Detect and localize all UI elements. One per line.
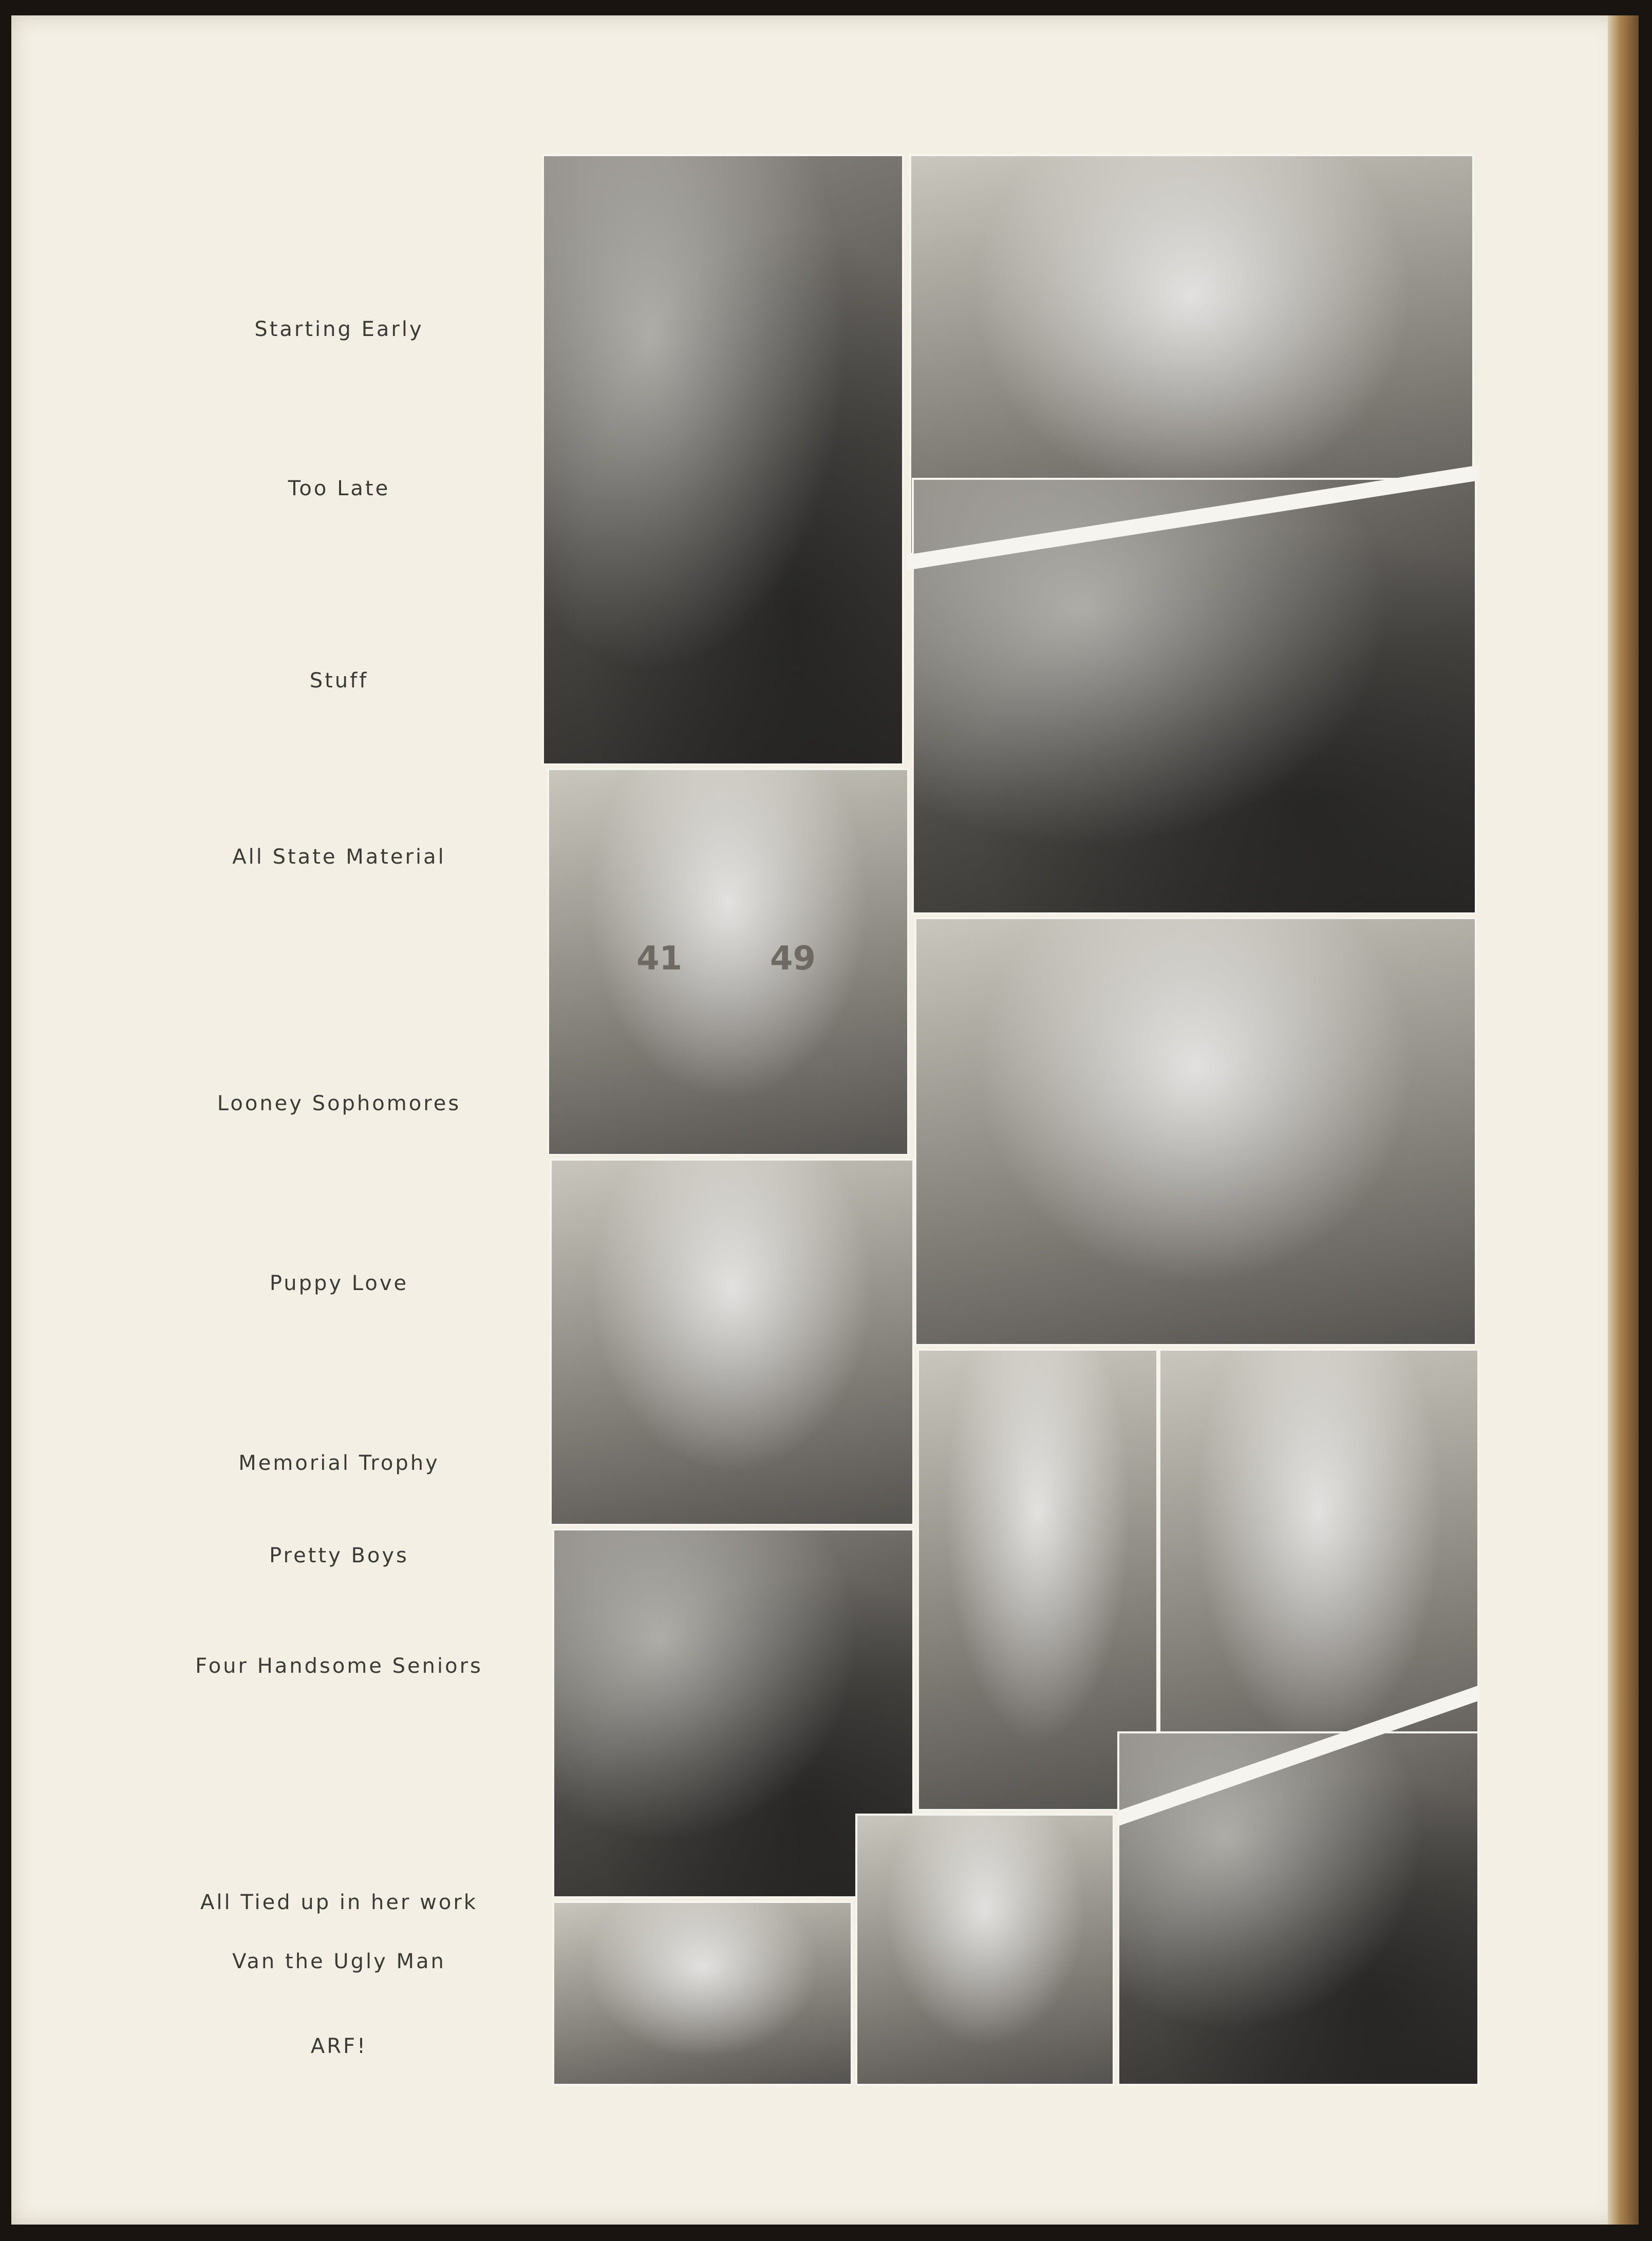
caption-all-tied-up: All Tied up in her work bbox=[200, 1891, 478, 1914]
caption-van-the-ugly-man: Van the Ugly Man bbox=[232, 1950, 446, 1973]
caption-starting-early: Starting Early bbox=[254, 318, 424, 341]
caption-all-state-material: All State Material bbox=[232, 845, 446, 869]
caption-too-late: Too Late bbox=[288, 477, 390, 500]
caption-looney-sophomores: Looney Sophomores bbox=[217, 1092, 461, 1115]
caption-pretty-boys: Pretty Boys bbox=[269, 1544, 409, 1567]
caption-stuff: Stuff bbox=[309, 669, 369, 693]
caption-arf: ARF! bbox=[310, 2034, 368, 2058]
caption-puppy-love: Puppy Love bbox=[269, 1272, 409, 1295]
caption-memorial-trophy: Memorial Trophy bbox=[238, 1451, 440, 1475]
jersey-number-41: 41 bbox=[636, 940, 683, 978]
separator-bottom-right bbox=[1117, 1685, 1479, 1826]
caption-four-handsome-seniors: Four Handsome Seniors bbox=[195, 1654, 483, 1678]
separator-top-right bbox=[907, 465, 1479, 570]
jersey-number-49: 49 bbox=[770, 940, 816, 978]
